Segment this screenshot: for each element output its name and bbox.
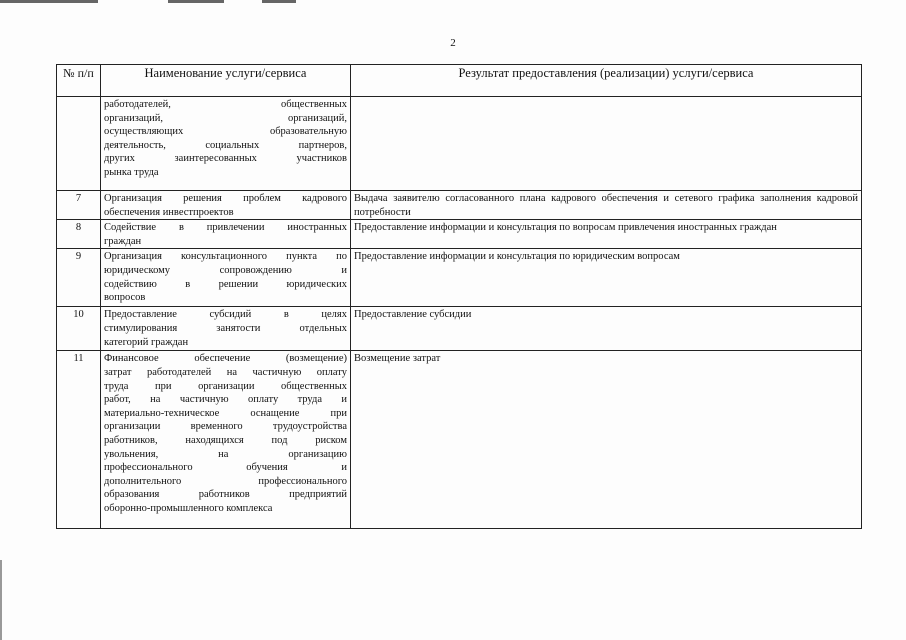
row-result: Выдача заявителю согласованного плана кадрового обеспечения и сетевого графика заполнения кадровой потребности xyxy=(351,191,862,220)
scan-edge-mark xyxy=(262,0,296,3)
header-name: Наименование услуги/сервиса xyxy=(101,65,351,97)
header-result: Результат предоставления (реализации) услуги/сервиса xyxy=(351,65,862,97)
row-name-line: труда при организации общественных xyxy=(104,380,347,392)
row-num: 11 xyxy=(57,351,101,529)
row-name-line: Организация решения проблем кадрового xyxy=(104,193,347,204)
table-header-row xyxy=(57,65,862,97)
row-name-line: Предоставление субсидий в целях xyxy=(104,309,347,321)
table-row xyxy=(57,249,862,307)
row-name-line: стимулирования занятости отдельных xyxy=(104,322,347,334)
row-num: 8 xyxy=(57,220,101,249)
row-result: Предоставление информации и консультация по юридическим вопросам xyxy=(351,249,862,307)
row-name-line: граждан xyxy=(104,235,142,247)
row-name-line: деятельность, социальных партнеров, xyxy=(104,139,347,151)
row-name-line: обеспечения инвестпроектов xyxy=(104,206,234,218)
row-result xyxy=(351,97,862,191)
row-name-line: работодателей, общественных xyxy=(104,99,347,110)
row-result: Возмещение затрат xyxy=(351,351,862,529)
row-num: 7 xyxy=(57,191,101,220)
row-name-line: Организация консультационного пункта по xyxy=(104,251,347,263)
table-row xyxy=(57,351,862,529)
row-name-line: юридическому сопровождению и xyxy=(104,264,347,276)
services-table xyxy=(56,64,862,529)
row-num xyxy=(57,97,101,191)
row-name-line: осуществляющих образовательную xyxy=(104,126,347,138)
row-name-line: материально-техническое оснащение при xyxy=(104,407,347,419)
row-name-line: дополнительного профессионального xyxy=(104,475,347,487)
scan-edge-mark xyxy=(0,0,98,3)
row-name-line: категорий граждан xyxy=(104,336,189,348)
row-name-line: организации временного трудоустройства xyxy=(104,421,347,433)
row-name xyxy=(101,220,351,249)
row-name-line: затрат работодателей на частичную оплату xyxy=(104,366,347,378)
row-result: Предоставление субсидии xyxy=(351,307,862,351)
row-name-line: Содействие в привлечении иностранных xyxy=(104,222,347,234)
row-name xyxy=(101,307,351,351)
row-name-line: работ, на частичную оплату труда и xyxy=(104,394,347,406)
row-name-line: вопросов xyxy=(104,292,146,304)
row-name-line: рынка труда xyxy=(104,166,159,178)
row-name-line: Финансовое обеспечение (возмещение) xyxy=(104,353,347,365)
table-row xyxy=(57,220,862,249)
header-num: № п/п xyxy=(57,65,101,97)
row-name xyxy=(101,97,351,191)
row-name-line: работников, находящихся под риском xyxy=(104,434,347,446)
row-result: Предоставление информации и консультация по вопросам привлечения иностранных граждан xyxy=(351,220,862,249)
row-num: 10 xyxy=(57,307,101,351)
row-name-line: образования работников предприятий xyxy=(104,489,347,501)
row-name-line: увольнения, на организацию xyxy=(104,448,347,460)
scan-edge-mark xyxy=(0,560,2,640)
row-num: 9 xyxy=(57,249,101,307)
row-name-line: организаций, организаций, xyxy=(104,112,347,124)
row-name xyxy=(101,351,351,529)
row-name-line: профессионального обучения и xyxy=(104,462,347,474)
row-name xyxy=(101,249,351,307)
table-row xyxy=(57,307,862,351)
page-number: 2 xyxy=(450,37,456,49)
row-name-line: оборонно-промышленного комплекса xyxy=(104,502,273,514)
row-name-line: содействию в решении юридических xyxy=(104,278,347,290)
row-name xyxy=(101,191,351,220)
table-row xyxy=(57,191,862,220)
scan-edge-mark xyxy=(168,0,224,3)
table-row xyxy=(57,97,862,191)
row-name-line: других заинтересованных участников xyxy=(104,153,347,165)
